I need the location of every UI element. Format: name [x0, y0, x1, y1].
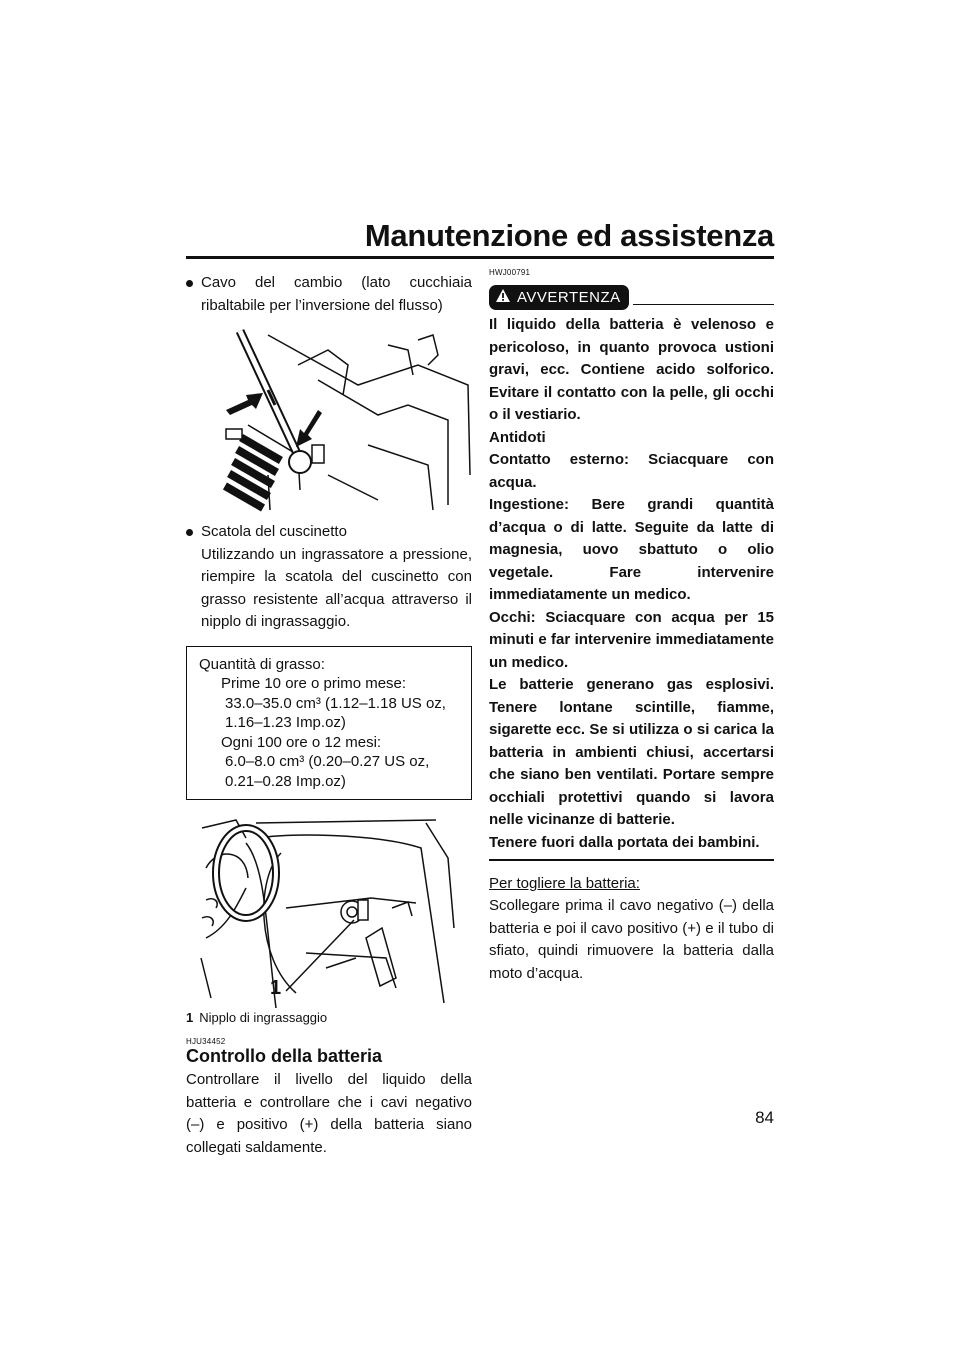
grease-nipple-drawing: [186, 808, 472, 1008]
caption-number: 1: [186, 1010, 194, 1025]
warning-antidote-heading: Antidoti: [489, 428, 546, 446]
battery-removal-body: Scollegare prima il cavo negativo (–) della batteria e poi il cavo positivo (+) e il tubo di sfiato, quindi rimuovere la batteria dalla moto d’acqua.: [489, 897, 774, 982]
warning-gas: Le batterie generano gas esplosivi. Tenere lontane scintille, fiamme, sigarette ecc. Se si utilizza o si carica la batteria in ambienti chiusi, accertarsi che siano ben ventilati. Portare sempre occhiali protettivi quando si lavora nelle vicinanze di batterie.: [489, 676, 774, 828]
bullet-title: Scatola del cuscinetto: [201, 523, 347, 540]
caption-text: Nipplo di ingrassaggio: [199, 1010, 328, 1025]
figure-caption: [186, 1010, 472, 1025]
warning-triangle-icon: [495, 288, 511, 307]
grease-quantity-box: [186, 646, 472, 801]
arrow-icon: [296, 410, 322, 447]
bullet-shift-cable: [186, 272, 472, 317]
warning-rule-bottom: [489, 859, 774, 861]
grease-nipple-illustration: [186, 808, 472, 1008]
bullet-bearing-housing: [186, 521, 472, 634]
spec-value: 0.21–0.28 Imp.oz): [225, 772, 346, 790]
warning-label: AVVERTENZA: [517, 289, 621, 306]
section-heading: Controllo della batteria: [186, 1046, 383, 1066]
spec-group-periodic: Ogni 100 ore o 12 mesi:: [221, 733, 382, 751]
section-body: Controllare il livello del liquido della batteria e controllare che i cavi negativo (–) e positivo (+) della batteria siano collegati saldamente.: [186, 1071, 472, 1156]
spec-value: 6.0–8.0 cm³ (0.20–0.27 US oz,: [225, 753, 430, 770]
left-column: [186, 272, 472, 1159]
bullet-icon: [186, 280, 193, 287]
section-code: HJU34452: [186, 1037, 226, 1046]
bullet-text: Cavo del cambio (lato cucchiaia ribaltabile per l’inversione del flusso): [201, 274, 472, 314]
shift-cable-drawing: [208, 325, 480, 513]
spec-group-first: Prime 10 ore o primo mese:: [221, 675, 407, 692]
warning-external-contact: Contatto esterno: Sciacquare con acqua.: [489, 451, 774, 491]
arrow-icon: [226, 393, 263, 415]
bullet-icon: [186, 529, 193, 536]
header-rule: [186, 256, 774, 259]
warning-text: [489, 314, 774, 854]
shift-cable-illustration: [208, 325, 480, 513]
warning-badge: [489, 285, 629, 310]
battery-removal-subheading: Per togliere la batteria:: [489, 874, 640, 892]
warning-code: HWJ00791: [489, 268, 531, 277]
warning-children: Tenere fuori dalla portata dei bambini.: [489, 833, 760, 851]
spec-value: 33.0–35.0 cm³ (1.12–1.18 US oz,: [225, 694, 446, 712]
warning-ingestion: Ingestione: Bere grandi quantità d’acqua o di latte. Seguite da latte di magnesia, uovo sbattuto o olio vegetale. Fare intervenire immediatamente un medico.: [489, 496, 774, 603]
spec-value: 1.16–1.23 Imp.oz): [225, 714, 346, 731]
warning-paragraph: Il liquido della batteria è velenoso e pericoloso, in quanto provoca ustioni gravi, ecc. Contiene acido solforico. Evitare il contatto con la pelle, gli occhi o il vestiario.: [489, 316, 774, 423]
callout-number: 1: [270, 977, 282, 999]
page-number: 84: [755, 1108, 774, 1127]
page-header-title: Manutenzione ed assistenza: [364, 218, 774, 253]
bullet-text: Utilizzando un ingrassatore a pressione, riempire la scatola del cuscinetto con grasso resistente all’acqua attraverso il nipplo di ingrassaggio.: [201, 545, 472, 630]
right-column: [489, 268, 774, 985]
warning-eyes: Occhi: Sciacquare con acqua per 15 minuti e far intervenire immediatamente un medico.: [489, 608, 774, 671]
warning-header: [489, 285, 774, 310]
warning-rule: [633, 304, 774, 306]
spec-title: Quantità di grasso:: [199, 655, 325, 673]
